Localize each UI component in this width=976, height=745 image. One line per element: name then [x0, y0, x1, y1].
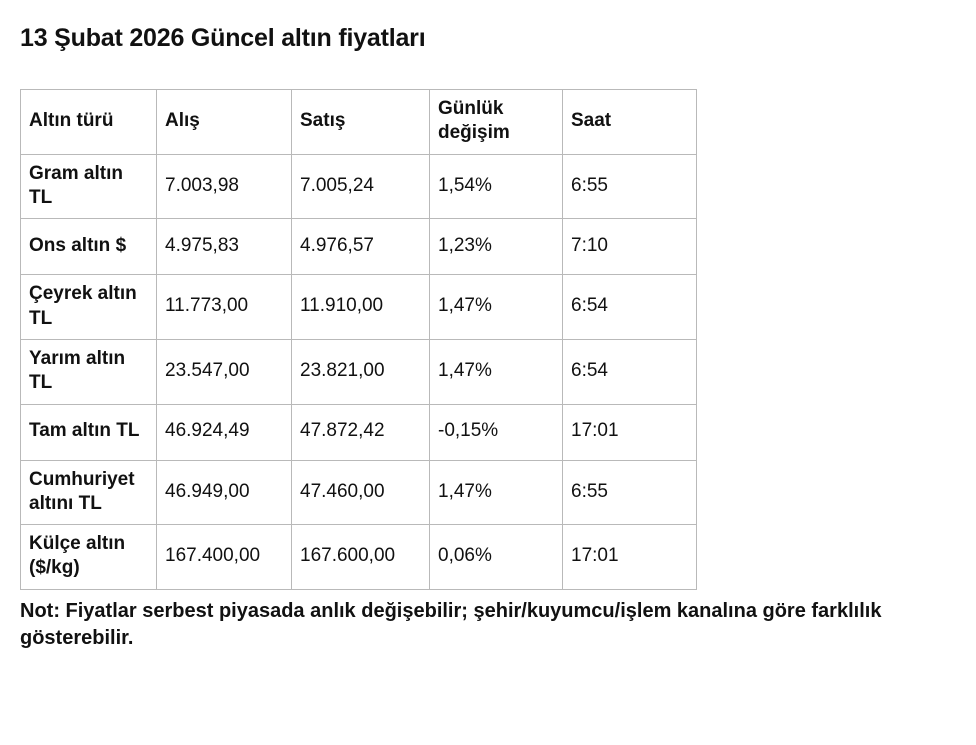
cell-time: 6:54 — [563, 275, 697, 340]
cell-buy: 46.949,00 — [157, 460, 292, 525]
cell-buy: 23.547,00 — [157, 339, 292, 404]
column-header-time: Saat — [563, 90, 697, 155]
cell-buy: 11.773,00 — [157, 275, 292, 340]
cell-time: 7:10 — [563, 219, 697, 275]
cell-sell: 4.976,57 — [292, 219, 430, 275]
table-header-row — [21, 90, 697, 155]
column-header-sell: Satış — [292, 90, 430, 155]
cell-buy: 7.003,98 — [157, 154, 292, 219]
cell-sell: 47.460,00 — [292, 460, 430, 525]
disclaimer-note: Not: Fiyatlar serbest piyasada anlık değişebilir; şehir/kuyumcu/işlem kanalına göre farklılık gösterebilir. — [20, 599, 882, 649]
cell-sell: 23.821,00 — [292, 339, 430, 404]
page-title: 13 Şubat 2026 Güncel altın fiyatları — [20, 24, 426, 52]
cell-change: 1,47% — [430, 339, 563, 404]
cell-change: 1,23% — [430, 219, 563, 275]
cell-time: 6:55 — [563, 154, 697, 219]
cell-type: Yarım altın TL — [21, 339, 157, 404]
gold-prices-table-wrapper — [16, 89, 960, 590]
column-header-buy: Alış — [157, 90, 292, 155]
table-row — [21, 339, 697, 404]
cell-sell: 167.600,00 — [292, 525, 430, 590]
cell-type: Cumhuriyet altını TL — [21, 460, 157, 525]
cell-type: Külçe altın ($/kg) — [21, 525, 157, 590]
cell-type: Çeyrek altın TL — [21, 275, 157, 340]
cell-change: 1,47% — [430, 460, 563, 525]
cell-time: 6:54 — [563, 339, 697, 404]
cell-change: 1,54% — [430, 154, 563, 219]
table-header — [21, 90, 697, 155]
table-row — [21, 154, 697, 219]
table-row — [21, 404, 697, 460]
gold-prices-table — [20, 89, 697, 590]
cell-buy: 46.924,49 — [157, 404, 292, 460]
cell-change: -0,15% — [430, 404, 563, 460]
table-row — [21, 219, 697, 275]
cell-change: 1,47% — [430, 275, 563, 340]
table-row — [21, 525, 697, 590]
cell-type: Gram altın TL — [21, 154, 157, 219]
column-header-type: Altın türü — [21, 90, 157, 155]
cell-buy: 4.975,83 — [157, 219, 292, 275]
cell-time: 6:55 — [563, 460, 697, 525]
cell-type: Ons altın $ — [21, 219, 157, 275]
cell-sell: 7.005,24 — [292, 154, 430, 219]
cell-sell: 47.872,42 — [292, 404, 430, 460]
table-body — [21, 154, 697, 589]
cell-buy: 167.400,00 — [157, 525, 292, 590]
cell-change: 0,06% — [430, 525, 563, 590]
table-row — [21, 275, 697, 340]
table-row — [21, 460, 697, 525]
cell-sell: 11.910,00 — [292, 275, 430, 340]
cell-type: Tam altın TL — [21, 404, 157, 460]
column-header-change: Günlük değişim — [430, 90, 563, 155]
cell-time: 17:01 — [563, 404, 697, 460]
cell-time: 17:01 — [563, 525, 697, 590]
